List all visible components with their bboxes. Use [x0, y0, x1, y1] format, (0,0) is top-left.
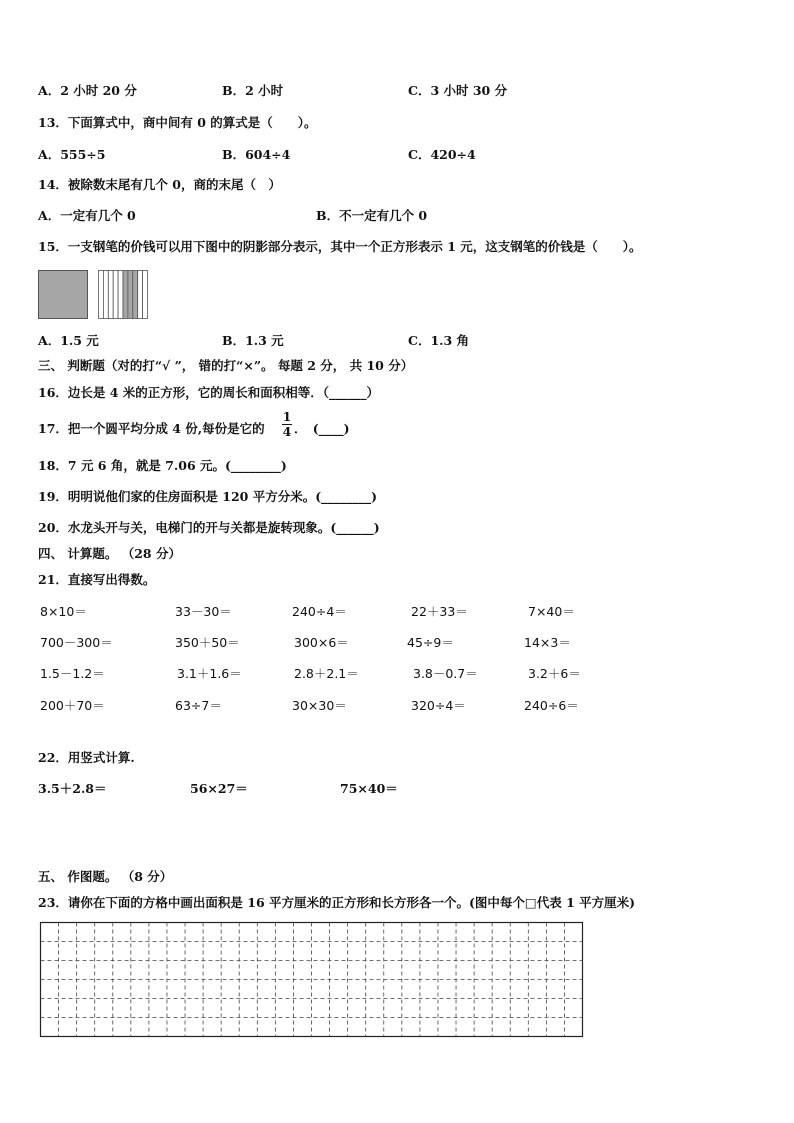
- q21-item: 7×40＝: [528, 604, 575, 619]
- q14-stem: 14．被除数末尾有几个 0，商的末尾（ ）: [38, 177, 281, 192]
- tenth-strip: [128, 271, 133, 319]
- q22-item: 56×27＝: [190, 781, 248, 796]
- q17-fraction: [281, 410, 293, 439]
- q12-option-b: B．2 小时: [222, 83, 284, 98]
- q12-option-a: A．2 小时 20 分: [38, 83, 137, 98]
- section4-header: 四、 计算题。 （28 分）: [38, 546, 181, 561]
- q17-numerator: 1: [282, 409, 292, 424]
- q12-option-c: C．3 小时 30 分: [408, 83, 508, 98]
- q21-item: 350＋50＝: [175, 635, 240, 650]
- q13-option-b: B．604÷4: [222, 147, 291, 162]
- q21-item: 700－300＝: [40, 635, 113, 650]
- q14-option-b: B．不一定有几个 0: [316, 208, 428, 223]
- section5-header: 五、 作图题。 （8 分）: [38, 869, 173, 884]
- tenth-strip: [123, 271, 128, 319]
- tenth-strip: [143, 271, 148, 319]
- q15-option-c: C．1.3 角: [408, 333, 470, 348]
- q22-item: 3.5＋2.8＝: [38, 781, 107, 796]
- q21-title: 21．直接写出得数。: [38, 572, 156, 587]
- section3-header: 三、 判断题（对的打“√ ”， 错的打“×”。 每题 2 分， 共 10 分）: [38, 358, 414, 373]
- q13-stem: 13．下面算式中，商中间有 0 的算式是（ ）。: [38, 115, 317, 130]
- q15-whole-square: [38, 270, 90, 320]
- q21-item: 320÷4＝: [411, 698, 466, 713]
- tenth-strip: [133, 271, 138, 319]
- q21-item: 33－30＝: [175, 604, 232, 619]
- q21-item: 2.8＋2.1＝: [294, 666, 359, 681]
- q21-item: 45÷9＝: [407, 635, 454, 650]
- q16: 16．边长是 4 米的正方形，它的周长和面积相等．（______）: [38, 385, 380, 400]
- q21-item: 63÷7＝: [175, 698, 222, 713]
- q23-stem: 23．请你在下面的方格中画出面积是 16 平方厘米的正方形和长方形各一个。(图中每个□代表 1 平方厘米): [38, 895, 636, 910]
- q17-after: ． (____): [294, 421, 350, 436]
- q15-option-a: A．1.5 元: [38, 333, 99, 348]
- q21-item: 30×30＝: [292, 698, 347, 713]
- q21-item: 3.2＋6＝: [528, 666, 581, 681]
- q17-before: 17．把一个圆平均分成 4 份,每份是它的: [38, 421, 265, 436]
- tenth-strip: [118, 271, 123, 319]
- q21-item: 240÷6＝: [524, 698, 579, 713]
- q17-denominator: 4: [282, 424, 292, 439]
- q21-item: 200＋70＝: [40, 698, 105, 713]
- q21-item: 3.8－0.7＝: [413, 666, 478, 681]
- tenth-strip: [113, 271, 118, 319]
- q22-item: 75×40＝: [340, 781, 398, 796]
- drawing-grid[interactable]: [39, 921, 585, 1039]
- q14-option-a: A．一定有几个 0: [38, 208, 136, 223]
- q13-option-a: A．555÷5: [38, 147, 106, 162]
- q21-item: 3.1＋1.6＝: [177, 666, 242, 681]
- q21-item: 8×10＝: [40, 604, 87, 619]
- q13-option-c: C．420÷4: [408, 147, 476, 162]
- tenth-strip: [138, 271, 143, 319]
- q15-stem: 15．一支钢笔的价钱可以用下图中的阴影部分表示，其中一个正方形表示 1 元，这支钢笔的价钱是（ ）。: [38, 239, 642, 254]
- q20: 20．水龙头开与关，电梯门的开与关都是旋转现象。(______): [38, 520, 380, 535]
- tenth-strip: [103, 271, 108, 319]
- q21-item: 22＋33＝: [411, 604, 468, 619]
- q15-option-b: B．1.3 元: [222, 333, 284, 348]
- q19: 19．明明说他们家的住房面积是 120 平方分米。(________): [38, 489, 378, 504]
- q15-tenths-square: [98, 270, 150, 320]
- tenth-strip: [99, 271, 104, 319]
- q22-title: 22．用竖式计算.: [38, 750, 135, 765]
- q18: 18．7 元 6 角，就是 7.06 元。(________): [38, 458, 287, 473]
- q21-item: 240÷4＝: [292, 604, 347, 619]
- tenth-strip: [108, 271, 113, 319]
- q21-item: 1.5－1.2＝: [40, 666, 105, 681]
- q21-item: 14×3＝: [524, 635, 571, 650]
- q21-item: 300×6＝: [294, 635, 349, 650]
